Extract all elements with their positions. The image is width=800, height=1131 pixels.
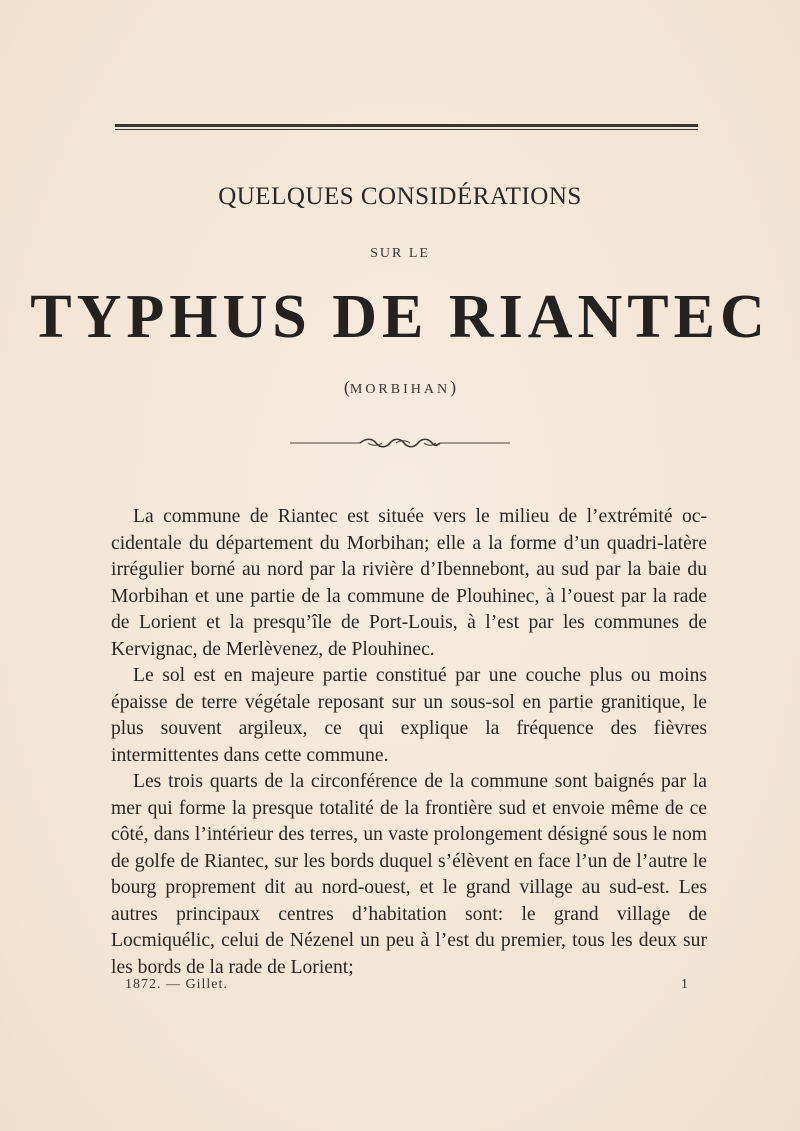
paragraph-3: Les trois quarts de la circonférence de la commune sont baignés par la mer qui forme la presque totalité de la frontière sud et envoie même de ce côté, dans l’intérieur des terres, un vaste prolongement désigné sous le nom de golfe de Riantec, sur les bords duquel s’élèvent en face l’un de l’autre le bourg proprement dit au nord-ouest, et le grand village au sud-est. Les autres principaux centres d’habitation sont: le grand village de Locmiquélic, celui de Nézenel un peu à l’est du premier, tous les deux sur les bords de la rade de Lorient; [111, 771, 707, 978]
top-rule-thick [115, 124, 698, 127]
paragraph-2: Le sol est en majeure partie constitué par une couche plus ou moins épaisse de terre végétale reposant sur un sous-sol en partie granitique, le plus souvent argileux, ce qui explique la fréquence des fièvres intermittentes dans cette commune. [111, 665, 707, 766]
subtitle-close-paren: ) [450, 377, 457, 397]
subtitle [0, 377, 800, 398]
subtitle-text: MORBIHAN [349, 382, 451, 397]
subtitle-open-paren: ( [343, 377, 350, 397]
ornament-divider [290, 437, 510, 449]
footer-sheet-number: 1 [681, 977, 688, 992]
paragraph-1: La commune de Riantec est située vers le milieu de l’extrémité oc-cidentale du département du Morbihan; elle a la forme d’un quadri-latère irrégulier borné au nord par la rivière d’Ibennebont, au sud par la baie du Morbihan et une partie de la commune de Plouhinec, à l’ouest par la rade de Lorient et la presqu’île de Port-Louis, à l’est par les communes de Kervignac, de Merlèvenez, de Plouhinec. [111, 506, 707, 660]
title-line-1: QUELQUES CONSIDÉRATIONS [218, 183, 582, 210]
main-title: TYPHUS DE RIANTEC [30, 283, 770, 351]
title-line-2: SUR LE [370, 246, 430, 261]
top-rule-thin [115, 129, 698, 130]
footer-signature: 1872. — Gillet. [125, 977, 228, 992]
body-text [111, 504, 707, 981]
